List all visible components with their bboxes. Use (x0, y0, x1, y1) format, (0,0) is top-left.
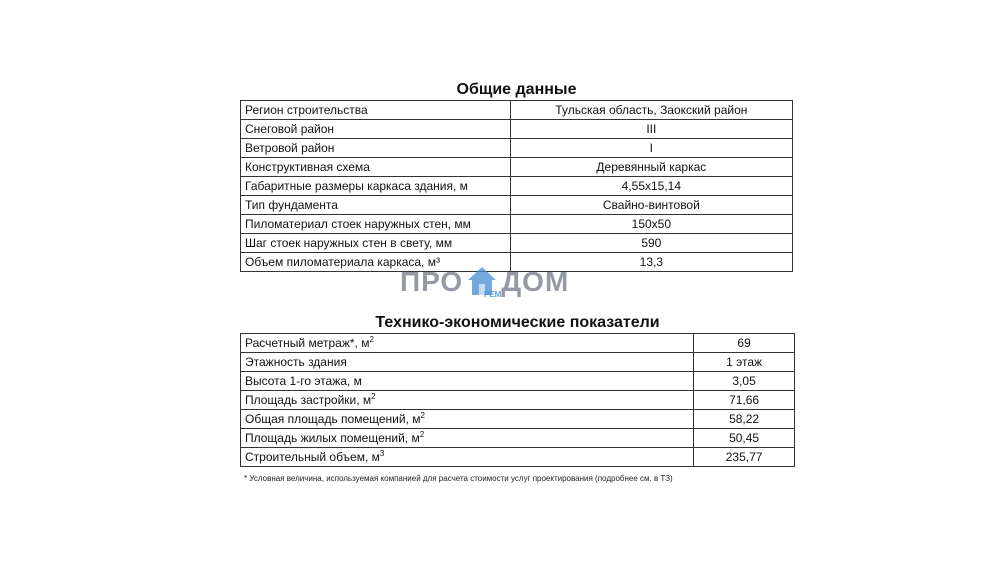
row-label: Общая площадь помещений, $м^2$ (241, 410, 694, 429)
row-label: Ветровой район (241, 139, 511, 158)
table-row (241, 234, 793, 253)
table-row (241, 177, 793, 196)
row-label: Высота 1-го этажа, м (241, 372, 694, 391)
row-label: Этажность здания (241, 353, 694, 372)
row-value: 235,77 (694, 448, 795, 467)
table-row (241, 353, 795, 372)
table-row (241, 429, 795, 448)
table-row (241, 139, 793, 158)
row-label: Снеговой район (241, 120, 511, 139)
row-value: 69 (694, 334, 795, 353)
watermark-left-text: ПРО (400, 266, 464, 297)
row-label: Объем пиломатериала каркаса, м³ (241, 253, 511, 272)
watermark-sub-text: РЕМ (484, 290, 502, 299)
row-label: Шаг стоек наружных стен в свету, мм (241, 234, 511, 253)
row-value: Тульская область, Заокский район (510, 101, 792, 120)
table-row (241, 158, 793, 177)
row-label: Конструктивная схема (241, 158, 511, 177)
table-row (241, 448, 795, 467)
table-row (241, 372, 795, 391)
row-label: Площадь жилых помещений, $м^2$ (241, 429, 694, 448)
row-value: 50,45 (694, 429, 795, 448)
table-row (241, 410, 795, 429)
row-label: Площадь застройки, $м^2$ (241, 391, 694, 410)
watermark-right-text: ДОМ (501, 266, 570, 297)
table-row (241, 101, 793, 120)
row-label: Тип фундамента (241, 196, 511, 215)
row-label: Строительный объем, $м^3$ (241, 448, 694, 467)
row-value: 71,66 (694, 391, 795, 410)
row-value: 1 этаж (694, 353, 795, 372)
tep-title: Технико-экономические показатели (375, 314, 660, 331)
table-row (241, 215, 793, 234)
row-label: Регион строительства (241, 101, 511, 120)
row-value: III (510, 120, 792, 139)
row-label: Расчетный метраж*, $м^2$ (241, 334, 694, 353)
table-row (241, 120, 793, 139)
general-data-title: Общие данные (456, 81, 577, 98)
row-value: 150х50 (510, 215, 792, 234)
general-data-table (240, 100, 793, 272)
row-value: 58,22 (694, 410, 795, 429)
row-value: I (510, 139, 792, 158)
row-value: Деревянный каркас (510, 158, 792, 177)
table-row (241, 196, 793, 215)
row-value: 4,55х15,14 (510, 177, 792, 196)
row-value: 13,3 (510, 253, 792, 272)
row-value: Свайно-винтовой (510, 196, 792, 215)
tep-table (240, 333, 795, 467)
row-value: 3,05 (694, 372, 795, 391)
row-label: Пиломатериал стоек наружных стен, мм (241, 215, 511, 234)
table-row (241, 391, 795, 410)
table-row (241, 334, 795, 353)
footnote: * Условная величина, используемая компанией для расчета стоимости услуг проектирования (подробнее см. в ТЗ) (244, 474, 673, 483)
row-label: Габаритные размеры каркаса здания, м (241, 177, 511, 196)
row-value: 590 (510, 234, 792, 253)
